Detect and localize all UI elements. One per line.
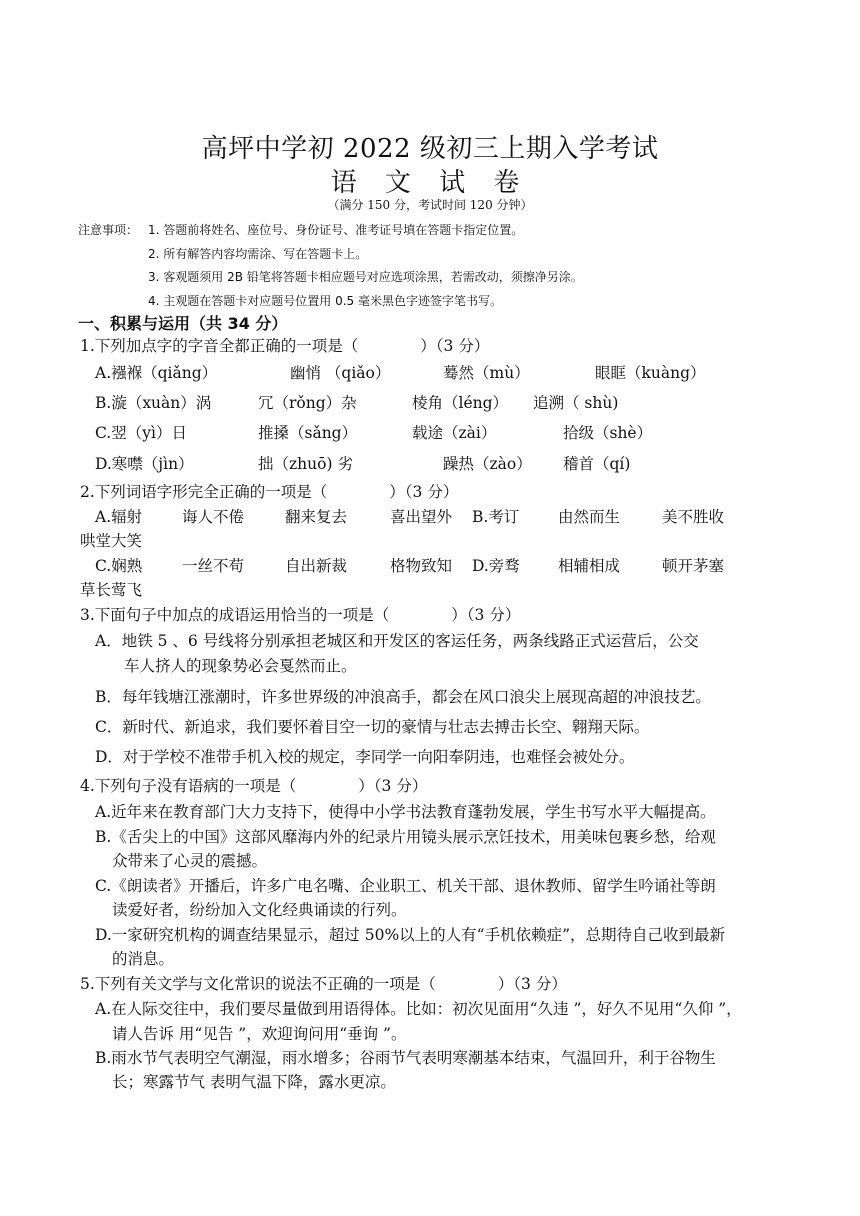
question-5-stem: 5.下列有关文学与文化常识的说法不正确的一项是（ ）（3 分） [80,975,567,993]
question-3-stem: 3.下面句子中加点的成语运用恰当的一项是（ ）（3 分） [80,606,521,624]
q1-option: 追溯（ shù) [533,394,619,412]
q2-word: 翻来复去 [285,508,348,526]
q4-option-c: C.《朗读者》开播后，许多广电名嘴、企业职工、机关干部、退休教师、留学生吟诵社等朗 [95,877,716,895]
q3-option-d: D．对于学校不准带手机入校的规定，李同学一向阳奉阴违，也难怪会被处分。 [95,748,635,766]
q4-option-d-cont: 的消息。 [112,950,175,968]
q1-option: 拙（zhuō) 劣 [258,455,353,473]
q2-word: 顿开茅塞 [662,557,725,575]
q1-option: 蓦然（mù） [443,364,530,382]
q5-option-b: B.雨水节气表明空气潮湿，雨水增多；谷雨节气表明寒潮基本结束，气温回升，利于谷物生 [95,1049,716,1067]
q4-option-d: D.一家研究机构的调查结果显示，超过 50%以上的人有“手机依赖症”，总期待自己收到最新 [95,926,726,944]
paper-subtitle: 语 文 试 卷 [330,168,530,198]
q1-option: 幽悄 （qiǎo） [290,364,391,382]
q1-option: 棱角（léng） [412,394,509,412]
q3-option-a-cont: 车人挤人的现象势必会戛然而止。 [124,657,357,675]
q3-option-c: C．新时代、新追求，我们要怀着目空一切的豪情与壮志去搏击长空、翱翔天际。 [95,718,650,736]
q2-word: 相辅相成 [558,557,621,575]
section-heading: 一、积累与运用（共 34 分） [78,314,288,333]
q1-option: 稽首（qí) [563,455,631,473]
q5-option-a: A.在人际交往中，我们要尽量做到用语得体。比如：初次见面用“久违 ”，好久不见用“久仰 ”， [95,1000,742,1018]
q1-option: 冗（rǒng）杂 [258,394,357,412]
q1-option: 眼眶（kuàng） [595,364,706,382]
q2-word: 格物致知 [390,557,453,575]
q1-option: 拾级（shè） [563,424,653,442]
exam-info: （满分 150 分，考试时间 120 分钟） [327,198,533,212]
q2-word: C.娴熟 [95,557,143,575]
q5-option-a-cont: 请人告诉 用“见告 ”，欢迎询问用“垂询 ”。 [112,1025,407,1043]
q3-option-b: B．每年钱塘江涨潮时，许多世界级的冲浪高手，都会在风口浪尖上展现高超的冲浪技艺。 [95,688,711,706]
question-4-stem: 4.下列句子没有语病的一项是（ ）（3 分） [80,777,428,795]
note-item: 3. 客观题须用 2B 铅笔将答题卡相应题号对应选项涂黑，若需改动，须擦净另涂。 [148,270,583,284]
q2-word: 喜出望外 [390,508,453,526]
exam-title: 高坪中学初 2022 级初三上期入学考试 [201,134,659,164]
q2-word: 诲人不倦 [182,508,245,526]
q2-word: 一丝不苟 [182,557,245,575]
q1-option: A.襁褓（qiǎng） [95,364,218,382]
q4-option-a: A.近年来在教育部门大力支持下，使得中小学书法教育蓬勃发展，学生书写水平大幅提高。 [95,803,716,821]
q2-word: A.辐射 [95,508,143,526]
q2-word: B.考订 [472,508,520,526]
q5-option-b-cont: 长；寒露节气 表明气温下降，露水更凉。 [112,1073,396,1091]
q4-option-c-cont: 读爱好者，纷纷加入文化经典诵读的行列。 [112,901,407,919]
q2-word: 由然而生 [558,508,621,526]
q1-option: 载途（zài） [412,424,497,442]
question-1-stem: 1.下列加点字的字音全都正确的一项是（ ）（3 分） [80,337,490,355]
q4-option-b: B.《舌尖上的中国》这部风靡海内外的纪录片用镜头展示烹饪技术，用美味包裹乡愁，给观 [95,828,716,846]
q2-word: 草长莺飞 [80,581,143,599]
q2-word: D.旁骛 [472,557,520,575]
note-item: 1. 答题前将姓名、座位号、身份证号、准考证号填在答题卡指定位置。 [148,223,524,237]
q1-option: D.寒噤（jìn） [95,455,194,473]
note-item: 2. 所有解答内容均需涂、写在答题卡上。 [148,247,368,261]
q3-option-a: A．地铁 5 、6 号线将分别承担老城区和开发区的客运任务，两条线路正式运营后，公交 [95,632,699,650]
q2-word: 自出新裁 [285,557,348,575]
note-item: 4. 主观题在答题卡对应题号位置用 0.5 毫米黑色字迹签字笔书写。 [148,294,502,308]
notes-label: 注意事项： [78,223,139,237]
q1-option: 躁热（zào） [443,455,532,473]
question-2-stem: 2.下列词语字形完全正确的一项是（ ）（3 分） [80,483,459,501]
q1-option: C.翌（yì）日 [95,424,187,442]
q4-option-b-cont: 众带来了心灵的震撼。 [112,852,268,870]
q1-option: 推搡（sǎng） [258,424,358,442]
q2-word: 美不胜收 [662,508,725,526]
q2-word: 哄堂大笑 [80,532,143,550]
q1-option: B.漩（xuàn）涡 [95,394,212,412]
